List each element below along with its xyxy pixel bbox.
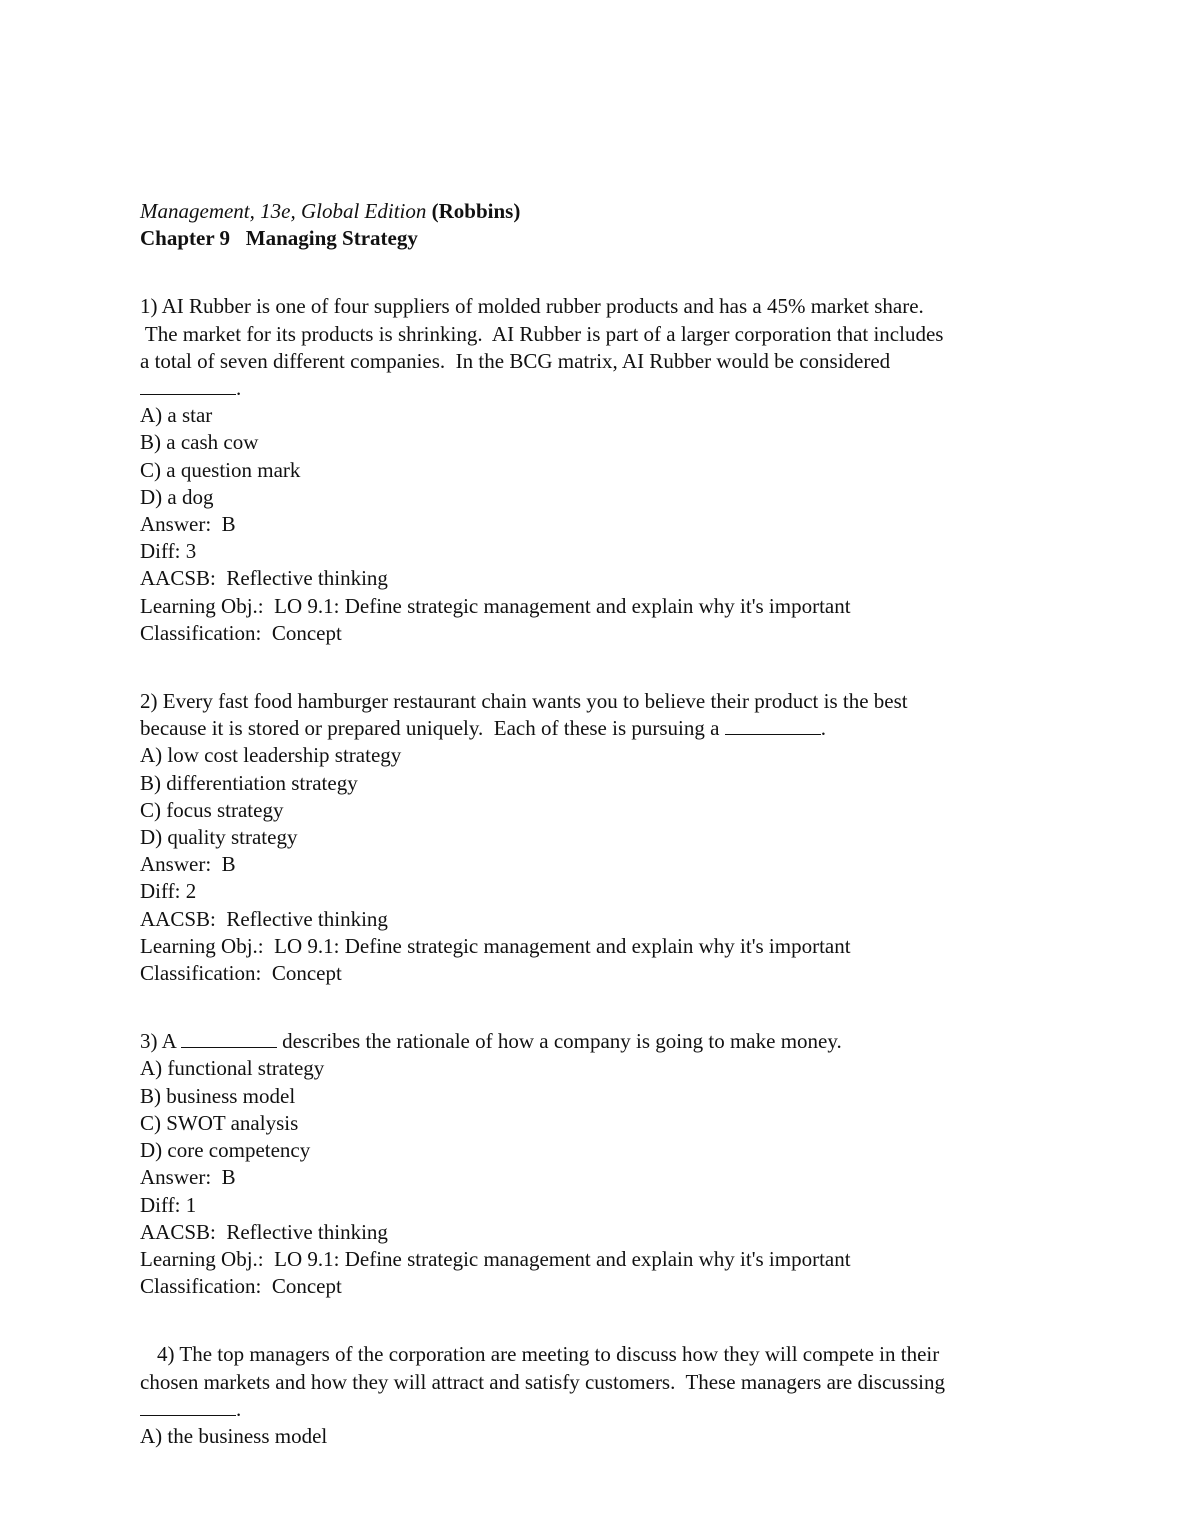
difficulty: Diff: 1 bbox=[140, 1192, 197, 1217]
question-stem-line: 4) The top managers of the corporation are meeting to discuss how they will compete in their bbox=[157, 1342, 940, 1367]
answer: Answer: B bbox=[140, 852, 236, 877]
option-d: D) quality strategy bbox=[140, 825, 298, 850]
option-d: D) a dog bbox=[140, 484, 214, 509]
learning-objective: Learning Obj.: LO 9.1: Define strategic management and explain why it's important bbox=[140, 593, 851, 618]
option-b: B) a cash cow bbox=[140, 430, 259, 455]
question-3 bbox=[140, 1028, 1060, 1300]
aacsb: AACSB: Reflective thinking bbox=[140, 566, 388, 591]
question-stem-line: The market for its products is shrinking. AI Rubber is part of a larger corporation that includes bbox=[140, 321, 944, 346]
book-title: Management, 13e, Global Edition bbox=[140, 199, 427, 223]
question-stem-line: chosen markets and how they will attract and satisfy customers. These managers are discussing bbox=[140, 1369, 945, 1394]
spacer bbox=[140, 987, 1060, 1028]
option-a: A) the business model bbox=[140, 1423, 328, 1448]
author: (Robbins) bbox=[431, 199, 521, 223]
chapter-heading: Chapter 9 Managing Strategy bbox=[140, 226, 418, 251]
answer-blank-line bbox=[140, 375, 1060, 402]
aacsb: AACSB: Reflective thinking bbox=[140, 1219, 388, 1244]
title-line bbox=[140, 198, 1060, 225]
answer: Answer: B bbox=[140, 1165, 236, 1190]
learning-objective: Learning Obj.: LO 9.1: Define strategic management and explain why it's important bbox=[140, 933, 851, 958]
aacsb: AACSB: Reflective thinking bbox=[140, 906, 388, 931]
option-b: B) differentiation strategy bbox=[140, 770, 358, 795]
spacer bbox=[140, 647, 1060, 688]
stem-text: 3) A bbox=[140, 1029, 181, 1054]
question-stem-line: a total of seven different companies. In the BCG matrix, AI Rubber would be considered bbox=[140, 348, 891, 373]
document-content bbox=[140, 198, 1060, 1450]
option-a: A) low cost leadership strategy bbox=[140, 743, 402, 768]
option-c: C) a question mark bbox=[140, 457, 301, 482]
spacer bbox=[140, 1300, 1060, 1341]
question-2 bbox=[140, 688, 1060, 987]
classification: Classification: Concept bbox=[140, 1274, 342, 1299]
option-c: C) focus strategy bbox=[140, 797, 284, 822]
answer-blank bbox=[725, 716, 821, 735]
difficulty: Diff: 3 bbox=[140, 539, 197, 564]
question-stem-line bbox=[140, 715, 1060, 742]
answer-blank-line bbox=[140, 1396, 1060, 1423]
question-1 bbox=[140, 293, 1060, 647]
option-d: D) core competency bbox=[140, 1138, 311, 1163]
option-c: C) SWOT analysis bbox=[140, 1110, 299, 1135]
option-b: B) business model bbox=[140, 1083, 296, 1108]
answer-blank bbox=[181, 1029, 277, 1048]
classification: Classification: Concept bbox=[140, 620, 342, 645]
stem-text: because it is stored or prepared uniquely. Each of these is pursuing a bbox=[140, 716, 725, 741]
question-stem-line: 1) AI Rubber is one of four suppliers of molded rubber products and has a 45% market share. bbox=[140, 294, 924, 319]
learning-objective: Learning Obj.: LO 9.1: Define strategic management and explain why it's important bbox=[140, 1246, 851, 1271]
question-4 bbox=[140, 1341, 1060, 1450]
difficulty: Diff: 2 bbox=[140, 879, 197, 904]
answer-blank bbox=[140, 376, 236, 395]
answer-blank bbox=[140, 1397, 236, 1416]
option-a: A) functional strategy bbox=[140, 1056, 325, 1081]
blank-suffix: . bbox=[236, 1396, 242, 1421]
option-a: A) a star bbox=[140, 403, 213, 428]
question-stem-line: 2) Every fast food hamburger restaurant chain wants you to believe their product is the best bbox=[140, 689, 908, 714]
classification: Classification: Concept bbox=[140, 961, 342, 986]
stem-text: describes the rationale of how a company is going to make money. bbox=[276, 1029, 842, 1054]
spacer bbox=[140, 252, 1060, 293]
blank-suffix: . bbox=[820, 716, 826, 741]
question-stem-line bbox=[140, 1028, 1060, 1055]
blank-suffix: . bbox=[236, 376, 242, 401]
answer: Answer: B bbox=[140, 512, 236, 537]
